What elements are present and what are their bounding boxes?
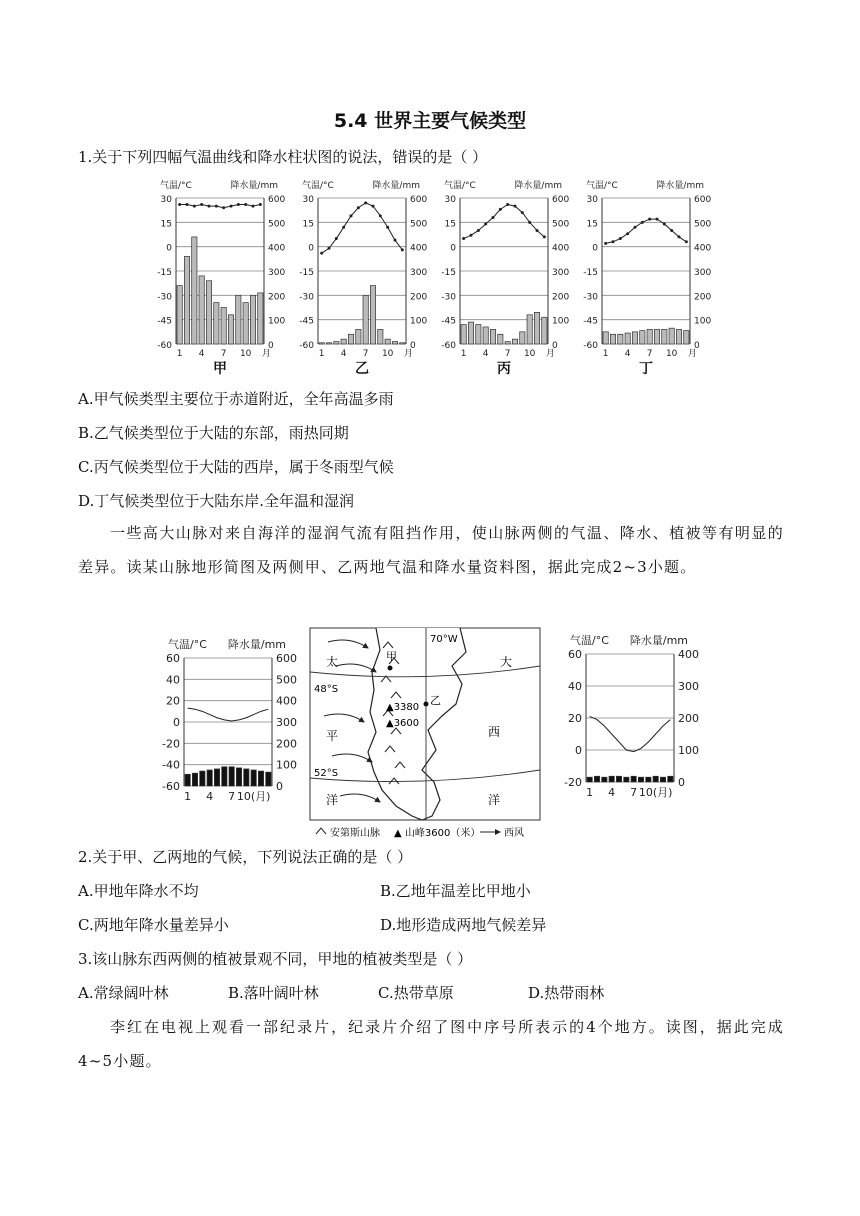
precip-tick-label: 600	[694, 195, 712, 205]
precip-bar	[356, 329, 361, 344]
temp-line	[180, 204, 261, 207]
precip-bar	[192, 237, 197, 344]
temp-point	[386, 226, 389, 229]
precip-bar	[610, 334, 615, 344]
precip-bar	[618, 334, 623, 344]
passage-documentary: 李红在电视上观看一部纪录片，纪录片介绍了图中序号所表示的4个地方。读图，据此完成4~5小题。	[78, 1018, 784, 1070]
temp-tick-label: 30	[586, 195, 598, 205]
yi-point	[424, 702, 429, 707]
precip-bar	[662, 329, 667, 344]
month-tick-label: 7	[362, 349, 369, 359]
precip-tick-label: 200	[552, 292, 570, 303]
temp-point	[470, 234, 473, 237]
temp-point	[663, 222, 666, 225]
precip-bar	[603, 332, 608, 344]
precip-tick-label: 300	[694, 268, 712, 278]
temp-point	[401, 248, 404, 251]
precip-bar	[594, 776, 599, 782]
q3-option-c[interactable]: C.热带草原	[378, 984, 454, 1002]
precip-tick-label: 100	[410, 316, 428, 327]
jia-point	[388, 666, 393, 671]
temp-point	[186, 203, 189, 206]
month-tick-label: 4	[340, 349, 347, 359]
temp-tick-label: -45	[299, 316, 314, 327]
precip-bar	[520, 332, 525, 344]
month-tick-label: 1	[176, 349, 183, 359]
precip-bar	[341, 339, 346, 344]
temp-tick-label: 30	[302, 195, 314, 205]
pacific-char-2: 平	[326, 729, 339, 743]
temp-point	[521, 211, 524, 214]
q2-stem: 2.关于甲、乙两地的气候，下列说法正确的是（ ）	[78, 848, 413, 866]
precip-bar	[222, 767, 227, 786]
temp-tick-label: -60	[441, 341, 456, 351]
jia-label: 甲	[386, 650, 397, 663]
precip-bar	[400, 343, 405, 344]
precip-tick-label: 300	[276, 716, 297, 729]
legend-wind-label: 西风	[504, 828, 524, 839]
temp-point	[200, 203, 203, 206]
precip-bar	[512, 339, 517, 344]
month-tick-label: 4	[198, 349, 205, 359]
precip-tick-label: 500	[276, 673, 297, 687]
precip-tick-label: 300	[552, 268, 570, 278]
temp-tick-label: 30	[160, 195, 172, 205]
legend-mountain-symbol	[316, 828, 326, 834]
precip-bar	[534, 312, 539, 344]
precip-bar	[490, 329, 495, 344]
precip-bar	[363, 295, 368, 344]
precip-tick-label: 100	[552, 316, 570, 327]
temp-point	[328, 247, 331, 250]
temp-tick-label: -15	[299, 268, 314, 278]
temp-tick-label: 0	[308, 243, 314, 254]
month-tick-label: 4	[206, 790, 214, 803]
temp-point	[477, 229, 480, 232]
temp-tick-label: 15	[302, 219, 314, 230]
precip-tick-label: 0	[678, 776, 685, 789]
precip-tick-label: 600	[410, 195, 428, 205]
precip-bar	[669, 328, 674, 344]
temp-point	[342, 226, 345, 229]
month-tick-label: 7	[504, 349, 511, 359]
precip-axis-label: 降水量/mm	[514, 181, 562, 191]
precip-bar	[326, 343, 331, 344]
q1-stem: 1.关于下列四幅气温曲线和降水柱状图的说法，错误的是（ ）	[78, 148, 488, 166]
temp-tick-label: -15	[441, 268, 456, 278]
precip-bar	[505, 342, 510, 344]
precip-bar	[251, 770, 256, 786]
temp-line	[188, 708, 269, 721]
precip-tick-label: 400	[410, 243, 428, 254]
precip-bar	[498, 334, 503, 344]
month-tick-label: 10(月)	[236, 790, 271, 803]
page-title: 5.4 世界主要气候类型	[333, 110, 527, 132]
temp-point	[528, 221, 531, 224]
precip-tick-label: 300	[268, 268, 286, 278]
temp-tick-label: -30	[157, 292, 172, 303]
precip-axis-label: 降水量/mm	[629, 634, 688, 647]
temp-point	[506, 203, 509, 206]
precip-bar	[631, 776, 636, 782]
temp-axis-label: 气温/°C	[570, 634, 609, 647]
temp-tick-label: -30	[299, 292, 314, 303]
precip-tick-label: 600	[276, 652, 297, 665]
month-unit-label: 月	[545, 349, 555, 359]
precip-bar	[184, 256, 189, 344]
temp-tick-label: -20	[564, 776, 582, 789]
temp-point	[634, 226, 637, 229]
temp-tick-label: 30	[444, 195, 456, 205]
temp-point	[350, 214, 353, 217]
temp-tick-label: 40	[166, 673, 180, 687]
month-tick-label: 1	[586, 786, 594, 799]
precip-bar	[370, 286, 375, 344]
month-tick-label: 1	[318, 349, 325, 359]
yi-label: 乙	[430, 694, 441, 707]
precip-bar	[206, 281, 211, 344]
temp-point	[462, 237, 465, 240]
precip-bar	[624, 777, 629, 782]
month-tick-label: 1	[460, 349, 467, 359]
temp-tick-label: 20	[166, 694, 180, 708]
temp-point	[379, 214, 382, 217]
temp-tick-label: 0	[450, 243, 456, 254]
temp-point	[372, 205, 375, 208]
precip-tick-label: 200	[276, 737, 297, 751]
precip-bar	[632, 332, 637, 344]
temp-axis-label: 气温/°C	[168, 638, 207, 651]
andes-map	[310, 628, 540, 839]
temp-tick-label: -40	[162, 758, 180, 772]
precip-bar	[542, 317, 547, 344]
temp-point	[656, 218, 659, 221]
precip-tick-label: 400	[276, 694, 297, 708]
climate-chart-甲	[157, 179, 285, 377]
precip-bar	[258, 293, 263, 344]
temp-tick-label: -60	[162, 780, 180, 793]
temp-point	[685, 240, 688, 243]
precip-bar	[483, 327, 488, 344]
month-tick-label: 1	[184, 790, 192, 803]
chart-title-label: 丙	[497, 361, 511, 377]
precip-tick-label: 500	[268, 219, 286, 230]
precip-tick-label: 300	[678, 680, 699, 693]
month-tick-label: 10	[523, 349, 536, 359]
precip-axis-label: 降水量/mm	[656, 181, 704, 191]
precip-tick-label: 400	[552, 243, 570, 254]
precip-bar	[250, 295, 255, 344]
temp-tick-label: -45	[583, 316, 598, 327]
q3-option-d[interactable]: D.热带雨林	[528, 984, 605, 1002]
precip-bar	[229, 767, 234, 786]
precip-bar	[647, 329, 652, 344]
precip-bar	[392, 342, 397, 344]
temp-point	[259, 203, 262, 206]
lon-label: 70°W	[430, 634, 458, 645]
precip-bar	[192, 773, 197, 786]
passage-mountains: 一些高大山脉对来自海洋的湿润气流有阻挡作用，使山脉两侧的气温、降水、植被等有明显的差异。读某山脉地形简图及两侧甲、乙两地气温和降水量资料图，据此完成2~3小题。	[78, 524, 784, 576]
precip-bar	[177, 286, 182, 344]
precip-bar	[653, 776, 658, 782]
temp-tick-label: 20	[568, 712, 582, 725]
temp-point	[252, 205, 255, 208]
q1-option-b[interactable]: B.乙气候类型位于大陆的东部，雨热同期	[78, 424, 349, 442]
precip-bar	[378, 329, 383, 344]
precip-bar	[334, 342, 339, 344]
temp-tick-label: 40	[568, 680, 582, 693]
temp-point	[514, 205, 517, 208]
month-unit-label: 月	[261, 349, 271, 359]
legend-peak-label: ▲ 山峰3600（米）	[394, 828, 481, 839]
temp-tick-label: -45	[157, 316, 172, 327]
precip-tick-label: 600	[552, 195, 570, 205]
precip-bar	[266, 772, 271, 786]
precip-bar	[654, 329, 659, 344]
precip-bar	[660, 777, 665, 782]
temp-tick-label: -30	[441, 292, 456, 303]
precip-tick-label: 200	[694, 292, 712, 303]
precip-tick-label: 0	[268, 341, 274, 351]
precip-bar	[243, 303, 248, 344]
month-tick-label: 10	[239, 349, 252, 359]
temp-point	[536, 229, 539, 232]
temp-point	[215, 205, 218, 208]
precip-bar	[602, 777, 607, 782]
precip-bar	[214, 303, 219, 344]
precip-bar	[244, 769, 249, 786]
precip-bar	[625, 333, 630, 344]
temp-point	[641, 221, 644, 224]
temp-axis-label: 气温/°C	[586, 181, 618, 191]
q2-option-d[interactable]: D.地形造成两地气候差异	[380, 916, 547, 934]
precip-bar	[616, 776, 621, 782]
temp-point	[394, 239, 397, 242]
precip-tick-label: 500	[552, 219, 570, 230]
precip-tick-label: 100	[694, 316, 712, 327]
temp-point	[320, 252, 323, 255]
precip-bar	[587, 777, 592, 782]
temp-axis-label: 气温/°C	[302, 181, 334, 191]
temp-tick-label: 0	[575, 744, 582, 757]
precip-bar	[638, 777, 643, 782]
month-tick-label: 1	[602, 349, 609, 359]
climate-charts-figure	[150, 172, 720, 382]
precip-tick-label: 100	[678, 744, 699, 757]
temp-point	[499, 208, 502, 211]
q2-option-c[interactable]: C.两地年降水量差异小	[78, 916, 229, 934]
precip-bar	[348, 334, 353, 344]
month-tick-label: 10	[381, 349, 394, 359]
temp-point	[178, 203, 181, 206]
temp-line	[322, 203, 403, 253]
precip-bar	[527, 315, 532, 344]
temp-point	[335, 237, 338, 240]
temp-point	[678, 235, 681, 238]
temp-line	[606, 219, 687, 243]
precip-bar	[200, 771, 205, 786]
q1-option-c[interactable]: C.丙气候类型位于大陆的西岸，属于冬雨型气候	[78, 458, 394, 476]
temp-point	[626, 232, 629, 235]
precip-bar	[319, 343, 324, 344]
temp-point	[604, 242, 607, 245]
precip-bar	[468, 322, 473, 344]
precip-bar	[646, 777, 651, 782]
temp-point	[364, 201, 367, 204]
temp-point	[543, 235, 546, 238]
precip-tick-label: 600	[268, 195, 286, 205]
precip-tick-label: 0	[552, 341, 558, 351]
precip-bar	[476, 325, 481, 344]
precip-bar	[676, 329, 681, 344]
precip-bar	[199, 276, 204, 344]
precip-tick-label: 200	[268, 292, 286, 303]
temp-tick-label: -15	[583, 268, 598, 278]
atlantic-char-2: 西	[488, 725, 501, 739]
month-tick-label: 7	[220, 349, 227, 359]
peak-3600-label: ▲3600	[386, 718, 420, 729]
precip-tick-label: 400	[268, 243, 286, 254]
month-tick-label: 10	[665, 349, 678, 359]
temp-tick-label: -45	[441, 316, 456, 327]
q1-option-d[interactable]: D.丁气候类型位于大陆东岸.全年温和湿润	[78, 492, 355, 510]
precip-tick-label: 400	[678, 648, 699, 661]
temp-tick-label: 60	[568, 648, 582, 661]
temp-point	[357, 206, 360, 209]
precip-tick-label: 200	[410, 292, 428, 303]
chart-title-label: 乙	[355, 361, 369, 377]
month-unit-label: 月	[403, 349, 413, 359]
temp-tick-label: 15	[444, 219, 456, 230]
temp-tick-label: 0	[166, 243, 172, 254]
climate-chart-乙	[299, 179, 427, 377]
temp-point	[237, 203, 240, 206]
precip-bar	[385, 339, 390, 344]
month-tick-label: 7	[228, 790, 236, 803]
atlantic-char-1: 大	[500, 655, 513, 669]
temp-point	[484, 222, 487, 225]
temp-tick-label: 0	[173, 716, 180, 729]
lat-52-label: 52°S	[314, 768, 339, 779]
temp-line	[590, 716, 671, 751]
temp-point	[208, 205, 211, 208]
precip-tick-label: 500	[694, 219, 712, 230]
temp-tick-label: 60	[166, 652, 180, 665]
temp-point	[193, 205, 196, 208]
temp-tick-label: -60	[299, 341, 314, 351]
month-tick-label: 7	[646, 349, 653, 359]
month-tick-label: 4	[608, 786, 616, 799]
temp-axis-label: 气温/°C	[444, 181, 476, 191]
precip-bar	[668, 776, 673, 782]
precip-tick-label: 0	[276, 780, 283, 793]
temp-axis-label: 气温/°C	[160, 181, 192, 191]
precip-tick-label: 400	[694, 243, 712, 254]
peak-3380-label: ▲3380	[386, 702, 420, 713]
precip-bar	[236, 295, 241, 344]
pacific-char-1: 太	[326, 655, 339, 669]
legend-mountain-label: 安第斯山脉	[330, 828, 380, 839]
precip-axis-label: 降水量/mm	[227, 638, 286, 651]
temp-point	[670, 229, 673, 232]
temp-point	[612, 240, 615, 243]
precip-axis-label: 降水量/mm	[372, 181, 420, 191]
temp-tick-label: 15	[586, 219, 598, 230]
chart-title-label: 丁	[639, 361, 653, 377]
climate-chart-x	[564, 633, 699, 799]
month-tick-label: 4	[482, 349, 489, 359]
temp-tick-label: -20	[162, 737, 180, 751]
precip-bar	[461, 325, 466, 344]
temp-point	[222, 206, 225, 209]
temp-point	[492, 216, 495, 219]
temp-tick-label: 15	[160, 219, 172, 230]
precip-tick-label: 0	[694, 341, 700, 351]
precip-bar	[214, 769, 219, 786]
temp-tick-label: -60	[583, 341, 598, 351]
precip-tick-label: 100	[276, 758, 297, 772]
temp-point	[230, 205, 233, 208]
temp-point	[619, 237, 622, 240]
precip-tick-label: 300	[410, 268, 428, 278]
q3-option-b[interactable]: B.落叶阔叶林	[228, 984, 319, 1002]
precip-bar	[221, 308, 226, 345]
temp-point	[648, 218, 651, 221]
climate-chart-丙	[441, 179, 569, 377]
temp-line	[464, 204, 545, 238]
pacific-char-3: 洋	[326, 793, 339, 807]
precip-bar	[684, 331, 689, 344]
precip-bar	[185, 774, 190, 786]
precip-bar	[258, 771, 263, 786]
precip-tick-label: 200	[678, 712, 699, 725]
temp-tick-label: -60	[157, 341, 172, 351]
atlantic-char-3: 洋	[488, 793, 501, 807]
month-unit-label: 月	[687, 349, 697, 359]
precip-bar	[228, 315, 233, 344]
precip-tick-label: 100	[268, 316, 286, 327]
precip-bar	[640, 331, 645, 344]
month-tick-label: 10(月)	[638, 786, 673, 799]
precip-tick-label: 500	[410, 219, 428, 230]
precip-bar	[236, 768, 241, 786]
q1-option-a[interactable]: A.甲气候类型主要位于赤道附近，全年高温多雨	[78, 390, 394, 408]
chart-title-label: 甲	[213, 361, 227, 377]
mountain-climate-figure	[150, 620, 710, 842]
lat-48-label: 48°S	[314, 684, 339, 695]
month-tick-label: 4	[624, 349, 631, 359]
temp-tick-label: -30	[583, 292, 598, 303]
precip-bar	[609, 776, 614, 782]
q2-option-a[interactable]: A.甲地年降水不均	[78, 882, 199, 900]
precip-tick-label: 0	[410, 341, 416, 351]
temp-point	[244, 203, 247, 206]
temp-tick-label: -15	[157, 268, 172, 278]
climate-chart-x	[162, 637, 297, 803]
q2-option-b[interactable]: B.乙地年温差比甲地小	[380, 882, 531, 900]
precip-axis-label: 降水量/mm	[230, 181, 278, 191]
precip-bar	[207, 770, 212, 786]
month-tick-label: 7	[630, 786, 638, 799]
temp-tick-label: 0	[592, 243, 598, 254]
q3-stem: 3.该山脉东西两侧的植被景观不同，甲地的植被类型是（ ）	[78, 950, 473, 968]
q3-option-a[interactable]: A.常绿阔叶林	[78, 984, 169, 1002]
climate-chart-丁	[583, 179, 711, 377]
